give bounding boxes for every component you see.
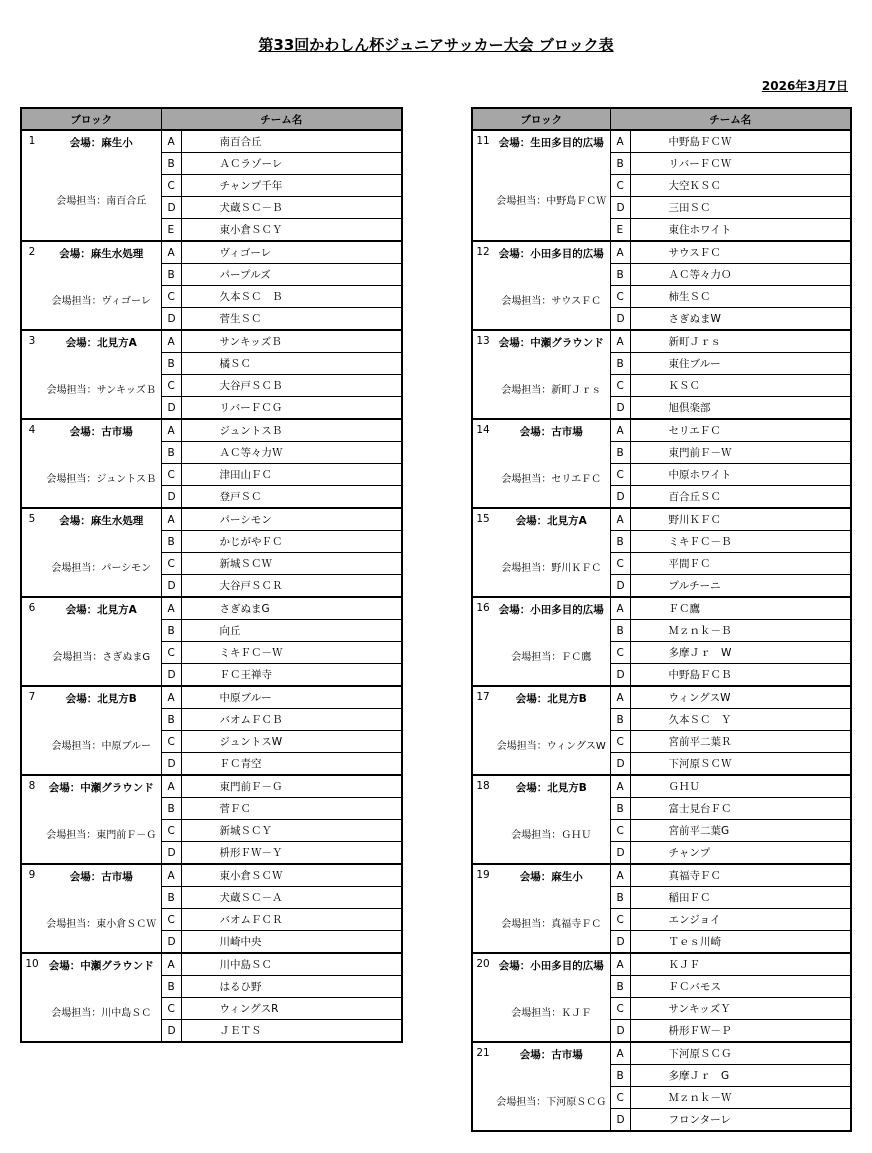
sub-group-letter: B [161,798,181,820]
team-row [21,130,402,153]
sub-group-letter: E [610,219,630,242]
sub-group-letter: C [161,731,181,753]
venue-name: 会場：古市場 [519,426,583,438]
block-number: 15 [472,508,493,597]
team-name: 宮前平二葉Ｒ [630,731,851,753]
team-name: 中野島ＦＣＷ [630,130,851,153]
team-name: 津田山ＦＣ [181,464,402,486]
team-row [472,1042,851,1065]
sub-group-letter: C [161,553,181,575]
team-row [472,953,851,976]
venue-responsible: 会場担当：ＫＪＦ [511,1008,592,1019]
sub-group-letter: B [610,709,630,731]
sub-group-letter: C [161,175,181,197]
team-row [21,241,402,264]
sub-group-letter: B [161,442,181,464]
team-name: ＦＣ王禅寺 [181,664,402,687]
team-name: 大谷戸ＳＣＢ [181,375,402,397]
block-number: 6 [21,597,42,686]
team-row [472,686,851,709]
team-name: サンキッズＢ [181,330,402,353]
sub-group-letter: E [161,219,181,242]
block-venue-cell [42,953,161,1042]
venue-responsible: 会場担当：サウスＦＣ [501,296,602,307]
sub-group-letter: D [610,842,630,865]
block-number: 17 [472,686,493,775]
venue-name: 会場：麻生小 [519,871,583,883]
team-name: ミキＦＣ－Ｗ [181,642,402,664]
sub-group-letter: A [610,1042,630,1065]
sub-group-letter: C [161,375,181,397]
venue-responsible: 会場担当：中原ブルー [51,741,152,752]
sub-group-letter: C [610,909,630,931]
venue-responsible: 会場担当：野川ＫＦＣ [501,563,602,574]
team-row [21,330,402,353]
sub-group-letter: A [161,508,181,531]
team-name: 下河原ＳＣＧ [630,1042,851,1065]
team-name: 東小倉ＳＣＷ [181,864,402,887]
sub-group-letter: B [161,153,181,175]
sub-group-letter: B [161,264,181,286]
sub-group-letter: B [610,153,630,175]
team-name: はるひ野 [181,976,402,998]
venue-name: 会場：北見方B [515,693,587,705]
venue-responsible: 会場担当：川中島ＳＣ [51,1008,152,1019]
team-name: ＦＣ鷹 [630,597,851,620]
team-name: 新城ＳＣＷ [181,553,402,575]
team-name: 東住ブルー [630,353,851,375]
sub-group-letter: D [610,575,630,598]
sub-group-letter: A [161,953,181,976]
team-name: ジュントスＢ [181,419,402,442]
sub-group-letter: C [161,464,181,486]
sub-group-letter: A [161,597,181,620]
team-name: 旭倶楽部 [630,397,851,420]
team-name: 柿生ＳＣ [630,286,851,308]
venue-responsible: 会場担当：下河原ＳＣＧ [496,1097,607,1108]
sub-group-letter: A [610,597,630,620]
venue-responsible: 会場担当：パーシモン [51,563,152,574]
sub-group-letter: D [610,931,630,954]
sub-group-letter: B [161,531,181,553]
team-name: チャンプ [630,842,851,865]
block-number: 4 [21,419,42,508]
block-number: 12 [472,241,493,330]
team-name: 大空ＫＳＣ [630,175,851,197]
block-number: 13 [472,330,493,419]
team-name: Ｍｚｎｋ－Ｗ [630,1087,851,1109]
sub-group-letter: C [610,1087,630,1109]
sub-group-letter: B [610,353,630,375]
header-team: チーム名 [161,108,402,130]
sub-group-letter: A [161,686,181,709]
block-venue-cell [42,241,161,330]
team-name: パーシモン [181,508,402,531]
sub-group-letter: A [610,130,630,153]
sub-group-letter: B [161,709,181,731]
block-venue-cell [493,686,610,775]
sub-group-letter: C [161,909,181,931]
team-name: 多摩Ｊｒ G [630,1065,851,1087]
team-name: 中原ブルー [181,686,402,709]
team-name: 野川ＫＦＣ [630,508,851,531]
venue-name: 会場：生田多目的広場 [498,137,604,149]
venue-name: 会場：北見方B [65,693,137,705]
team-name: ＫＪＦ [630,953,851,976]
team-name: 東門前Ｆ－Ｗ [630,442,851,464]
sub-group-letter: C [610,175,630,197]
block-venue-cell [42,775,161,864]
sub-group-letter: B [161,887,181,909]
sub-group-letter: D [161,753,181,776]
venue-name: 会場：小田多目的広場 [498,248,604,260]
team-name: 菅生ＳＣ [181,308,402,331]
block-number: 2 [21,241,42,330]
team-name: リバーＦＣＧ [181,397,402,420]
team-name: 向丘 [181,620,402,642]
sub-group-letter: C [161,820,181,842]
block-venue-cell [42,597,161,686]
block-number: 1 [21,130,42,241]
team-row [21,775,402,798]
team-row [472,775,851,798]
team-name: プルチーニ [630,575,851,598]
team-name: 新城ＳＣＹ [181,820,402,842]
sub-group-letter: A [610,508,630,531]
team-row [472,130,851,153]
venue-name: 会場：中瀬グラウンド [48,960,154,972]
team-name: 川中島ＳＣ [181,953,402,976]
block-venue-cell [42,864,161,953]
block-number: 9 [21,864,42,953]
sub-group-letter: B [610,976,630,998]
block-number: 21 [472,1042,493,1131]
team-name: ＡＣラゾーレ [181,153,402,175]
block-number: 11 [472,130,493,241]
block-number: 10 [21,953,42,1042]
sub-group-letter: D [161,1020,181,1043]
team-row [472,508,851,531]
sub-group-letter: D [161,931,181,954]
right-table-body [472,130,851,1131]
block-venue-cell [493,1042,610,1131]
team-name: Ｍｚｎｋ－Ｂ [630,620,851,642]
sub-group-letter: A [610,953,630,976]
team-row [472,419,851,442]
sub-group-letter: D [161,197,181,219]
block-number: 19 [472,864,493,953]
sub-group-letter: D [161,842,181,865]
team-name: 橘ＳＣ [181,353,402,375]
sub-group-letter: A [161,864,181,887]
team-name: リバーＦＣＷ [630,153,851,175]
sub-group-letter: C [610,553,630,575]
team-row [21,419,402,442]
team-row [21,686,402,709]
block-venue-cell [493,775,610,864]
team-row [472,597,851,620]
sub-group-letter: A [161,419,181,442]
team-name: 中野島ＦＣＢ [630,664,851,687]
sub-group-letter: B [610,798,630,820]
sub-group-letter: A [161,330,181,353]
team-row [472,330,851,353]
team-name: セリエＦＣ [630,419,851,442]
sub-group-letter: C [610,286,630,308]
team-name: ＧＨＵ [630,775,851,798]
venue-name: 会場：麻生水処理 [59,515,144,527]
header-team: チーム名 [610,108,851,130]
team-name: ジュントスW [181,731,402,753]
team-name: 東門前Ｆ－Ｇ [181,775,402,798]
venue-responsible: 会場担当：南百合丘 [56,196,147,207]
block-venue-cell [42,130,161,241]
team-name: 百合丘ＳＣ [630,486,851,509]
venue-name: 会場：古市場 [69,871,133,883]
sub-group-letter: D [610,1020,630,1043]
header-block: ブロック [472,108,610,130]
team-row [472,864,851,887]
team-name: 新町Ｊｒｓ [630,330,851,353]
sub-group-letter: A [610,330,630,353]
sub-group-letter: D [161,664,181,687]
team-name: バオムＦＣＲ [181,909,402,931]
team-name: かじがやＦＣ [181,531,402,553]
team-name: 久本ＳＣ Ｙ [630,709,851,731]
sub-group-letter: D [161,308,181,331]
team-row [472,241,851,264]
team-name: パープルズ [181,264,402,286]
venue-name: 会場：小田多目的広場 [498,960,604,972]
sub-group-letter: C [161,998,181,1020]
left-table-body [21,130,402,1042]
sub-group-letter: A [161,241,181,264]
block-venue-cell [42,330,161,419]
venue-responsible: 会場担当：中野島ＦＣＷ [496,196,607,207]
team-name: ウィングスR [181,998,402,1020]
venue-name: 会場：古市場 [69,426,133,438]
team-name: 下河原ＳＣＷ [630,753,851,776]
sub-group-letter: A [610,419,630,442]
venue-responsible: 会場担当：新町Ｊｒｓ [501,385,602,396]
block-number: 3 [21,330,42,419]
sub-group-letter: C [610,820,630,842]
team-name: 南百合丘 [181,130,402,153]
venue-responsible: 会場担当：サンキッズＢ [46,385,156,396]
sub-group-letter: A [610,864,630,887]
sub-group-letter: B [161,620,181,642]
block-number: 8 [21,775,42,864]
sub-group-letter: D [610,197,630,219]
team-name: ミキＦＣ－Ｂ [630,531,851,553]
team-name: 久本ＳＣ Ｂ [181,286,402,308]
block-venue-cell [42,419,161,508]
venue-name: 会場：北見方A [515,515,587,527]
sub-group-letter: A [610,686,630,709]
block-venue-cell [493,864,610,953]
block-venue-cell [493,330,610,419]
team-name: 犬蔵ＳＣ－Ａ [181,887,402,909]
team-name: ＦＣ青空 [181,753,402,776]
team-name: ＡＣ等々力Ｏ [630,264,851,286]
block-venue-cell [493,508,610,597]
venue-responsible: 会場担当：セリエＦＣ [501,474,602,485]
team-name: ヴィゴーレ [181,241,402,264]
venue-name: 会場：小田多目的広場 [498,604,604,616]
venue-responsible: 会場担当：東小倉ＳＣＷ [46,919,157,930]
team-name: サウスＦＣ [630,241,851,264]
sub-group-letter: B [610,264,630,286]
sub-group-letter: B [610,1065,630,1087]
team-row [21,597,402,620]
team-row [21,864,402,887]
team-name: ＫＳＣ [630,375,851,397]
sub-group-letter: D [610,308,630,331]
header-row [472,108,851,130]
venue-name: 会場：中瀬グラウンド [48,782,154,794]
sub-group-letter: B [610,887,630,909]
sub-group-letter: D [610,753,630,776]
block-venue-cell [42,508,161,597]
block-number: 20 [472,953,493,1042]
sub-group-letter: D [610,486,630,509]
sub-group-letter: D [610,1109,630,1132]
sub-group-letter: B [161,976,181,998]
sub-group-letter: B [610,442,630,464]
team-name: 富士見台ＦＣ [630,798,851,820]
team-name: エンジョイ [630,909,851,931]
venue-responsible: 会場担当：真福寺ＦＣ [501,919,602,930]
venue-responsible: 会場担当：ジュントスＢ [46,474,157,485]
team-name: 三田ＳＣ [630,197,851,219]
team-name: ウィングスW [630,686,851,709]
event-date: 2026年3月7日 [761,79,848,93]
header-block: ブロック [21,108,161,130]
venue-name: 会場：麻生水処理 [59,248,144,260]
page-title: 第33回かわしん杯ジュニアサッカー大会 ブロック表 [258,36,614,54]
block-number: 5 [21,508,42,597]
venue-name: 会場：中瀬グラウンド [498,337,604,349]
block-venue-cell [493,241,610,330]
team-name: 犬蔵ＳＣ－Ｂ [181,197,402,219]
team-name: 大谷戸ＳＣＲ [181,575,402,598]
team-name: さぎぬまG [181,597,402,620]
block-venue-cell [493,419,610,508]
team-name: 真福寺ＦＣ [630,864,851,887]
team-name: バオムＦＣＢ [181,709,402,731]
sub-group-letter: C [161,286,181,308]
venue-name: 会場：麻生小 [69,137,133,149]
block-number: 18 [472,775,493,864]
venue-name: 会場：北見方A [65,337,137,349]
team-name: 菅ＦＣ [181,798,402,820]
team-name: 枡形ＦＷ－Ｐ [630,1020,851,1043]
sub-group-letter: C [610,998,630,1020]
team-name: 東小倉ＳＣＹ [181,219,402,242]
team-name: 登戸ＳＣ [181,486,402,509]
team-name: 川崎中央 [181,931,402,954]
sub-group-letter: D [610,397,630,420]
block-table-left [20,107,403,1043]
team-name: チャンプ千年 [181,175,402,197]
venue-responsible: 会場担当：ウィングスW [496,741,606,752]
sub-group-letter: B [610,620,630,642]
team-name: ＦＣバモス [630,976,851,998]
team-name: フロンターレ [630,1109,851,1132]
sub-group-letter: D [161,397,181,420]
team-name: ＪＥＴＳ [181,1020,402,1043]
sub-group-letter: C [610,642,630,664]
team-name: 宮前平二葉G [630,820,851,842]
header-row [21,108,402,130]
venue-name: 会場：北見方A [65,604,137,616]
sub-group-letter: C [161,642,181,664]
team-name: ＡＣ等々力Ｗ [181,442,402,464]
team-name: 平間ＦＣ [630,553,851,575]
team-name: 枡形ＦＷ－Ｙ [181,842,402,865]
venue-responsible: 会場担当：さぎぬまG [52,652,151,663]
team-row [21,953,402,976]
block-table-right [471,107,852,1132]
block-number: 7 [21,686,42,775]
venue-responsible: 会場担当：ヴィゴーレ [51,296,151,307]
sub-group-letter: C [610,731,630,753]
block-venue-cell [42,686,161,775]
sub-group-letter: D [161,575,181,598]
team-name: Ｔｅｓ川崎 [630,931,851,954]
venue-responsible: 会場担当：ＧＨＵ [511,830,592,841]
sub-group-letter: B [610,531,630,553]
venue-responsible: 会場担当：東門前Ｆ－Ｇ [46,830,157,841]
team-name: さぎぬまW [630,308,851,331]
block-number: 16 [472,597,493,686]
sub-group-letter: C [610,464,630,486]
team-name: 稲田ＦＣ [630,887,851,909]
block-venue-cell [493,953,610,1042]
block-number: 14 [472,419,493,508]
sub-group-letter: C [610,375,630,397]
venue-name: 会場：北見方B [515,782,587,794]
team-name: 中原ホワイト [630,464,851,486]
venue-name: 会場：古市場 [519,1049,583,1061]
venue-responsible: 会場担当：ＦＣ鷹 [511,652,592,663]
sub-group-letter: A [610,241,630,264]
team-row [21,508,402,531]
team-name: 東住ホワイト [630,219,851,242]
sub-group-letter: B [161,353,181,375]
block-venue-cell [493,597,610,686]
sub-group-letter: A [610,775,630,798]
team-name: サンキッズＹ [630,998,851,1020]
sub-group-letter: A [161,775,181,798]
block-venue-cell [493,130,610,241]
team-name: 多摩Ｊｒ W [630,642,851,664]
sub-group-letter: D [610,664,630,687]
sub-group-letter: A [161,130,181,153]
sub-group-letter: D [161,486,181,509]
